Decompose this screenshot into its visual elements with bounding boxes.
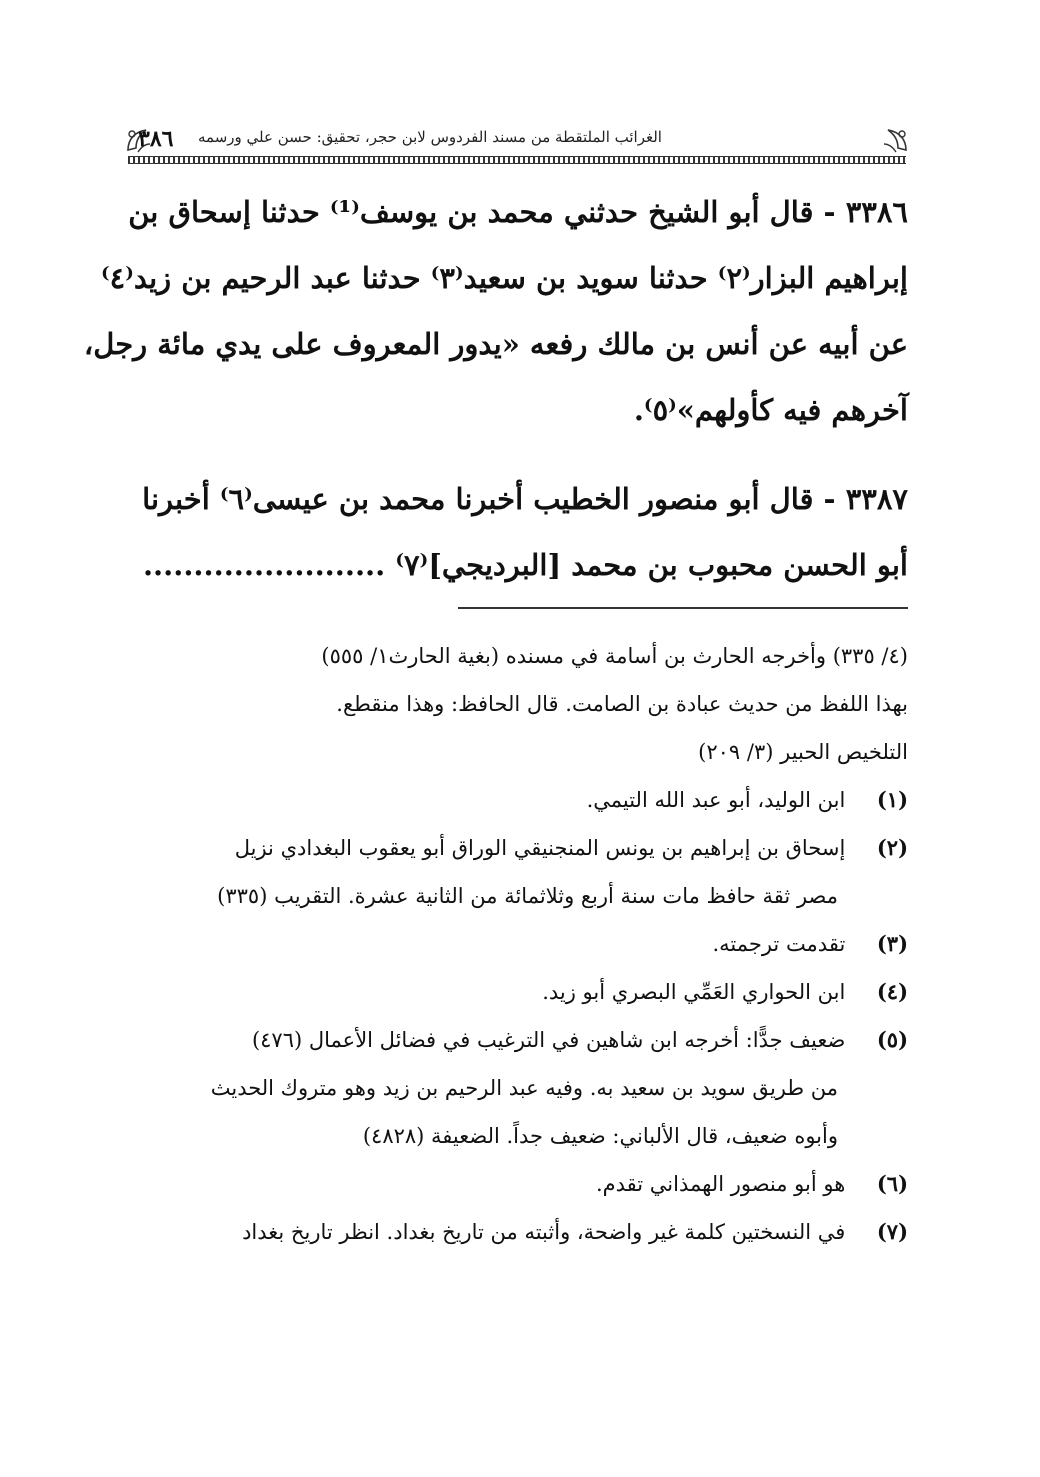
text-line: عن أبيه عن أنس بن مالك رفعه «يدور المعروف على يدي مائة رجل،: [83, 327, 908, 361]
footnote-1: [134, 776, 908, 824]
footnote-line: وأبوه ضعيف، قال الألباني: ضعيف جداً. الضعيفة (٤٨٢٨): [362, 1124, 838, 1148]
footnote-number: (٥): [876, 1027, 908, 1052]
footnote-text: في النسختين كلمة غير واضحة، وأثبته من تاريخ بغداد. انظر تاريخ بغداد: [242, 1220, 846, 1244]
footnote-4: [134, 968, 908, 1016]
footnote-line: (٤/ ٣٣٥) وأخرجه الحارث بن أسامة في مسنده (بغية الحارث١/ ٥٥٥): [321, 644, 908, 668]
footnote-separator: [458, 607, 908, 609]
footnote-text: ضعيف جدًّا: أخرجه ابن شاهين في الترغيب في فضائل الأعمال (٤٧٦): [251, 1028, 846, 1052]
footnote-2: [134, 824, 908, 872]
footnote-number: (٢): [876, 835, 908, 860]
page-number: ٣٨٦: [138, 126, 174, 152]
text-line: ٣٣٨٧ - قال أبو منصور الخطيب أخبرنا محمد بن عيسى⁽٦⁾ أخبرنا: [142, 482, 908, 516]
page-header: [128, 126, 906, 154]
ornament-icon: [882, 126, 910, 154]
footnote-line: من طريق سويد بن سعيد به. وفيه عبد الرحيم بن زيد وهو متروك الحديث: [210, 1076, 838, 1100]
footnote-3: [134, 920, 908, 968]
hadith-entry-3386: [83, 179, 908, 443]
text-line: إبراهيم البزار⁽٢⁾ حدثنا سويد بن سعيد⁽٣⁾ حدثنا عبد الرحيم بن زيد⁽٤⁾: [101, 261, 908, 295]
footnote-text: تقدمت ترجمته.: [712, 932, 846, 956]
text-line: آخرهم فيه كأولهم»⁽٥⁾.: [633, 393, 908, 427]
text-line: أبو الحسن محبوب بن محمد [البرديجي]⁽٧⁾ ........................: [142, 548, 908, 582]
footnote-text: إسحاق بن إبراهيم بن يونس المنجنيقي الوراق أبو يعقوب البغدادي نزيل: [234, 836, 846, 860]
text-line: ٣٣٨٦ - قال أبو الشيخ حدثني محمد بن يوسف⁽¹⁾ حدثنا إسحاق بن: [128, 195, 908, 229]
hadith-entry-3387: [134, 466, 908, 598]
footnote-text: ابن الوليد، أبو عبد الله التيمي.: [586, 788, 846, 812]
footnote-7: [134, 1208, 908, 1256]
footnote-text: ابن الحواري العَمِّي البصري أبو زيد.: [542, 980, 846, 1004]
running-title: الغرائب الملتقطة من مسند الفردوس لابن حجر، تحقيق: حسن علي ورسمه: [198, 128, 662, 146]
footnote-line: بهذا اللفظ من حديث عبادة بن الصامت. قال الحافظ: وهذا منقطع.: [336, 692, 908, 716]
footnote-line: مصر ثقة حافظ مات سنة أربع وثلاثمائة من الثانية عشرة. التقريب (٣٣٥): [217, 884, 838, 908]
footnote-number: (٤): [876, 979, 908, 1004]
header-rule: [128, 156, 906, 164]
footnote-number: (١): [876, 787, 908, 812]
footnotes: [134, 632, 908, 1256]
footnote-5: [134, 1016, 908, 1064]
footnote-number: (٧): [876, 1219, 908, 1244]
footnote-number: (٦): [876, 1171, 908, 1196]
footnote-6: [134, 1160, 908, 1208]
footnote-line: التلخيص الحبير (٣/ ٢٠٩): [698, 740, 908, 764]
footnote-number: (٣): [876, 931, 908, 956]
footnote-text: هو أبو منصور الهمذاني تقدم.: [595, 1172, 846, 1196]
